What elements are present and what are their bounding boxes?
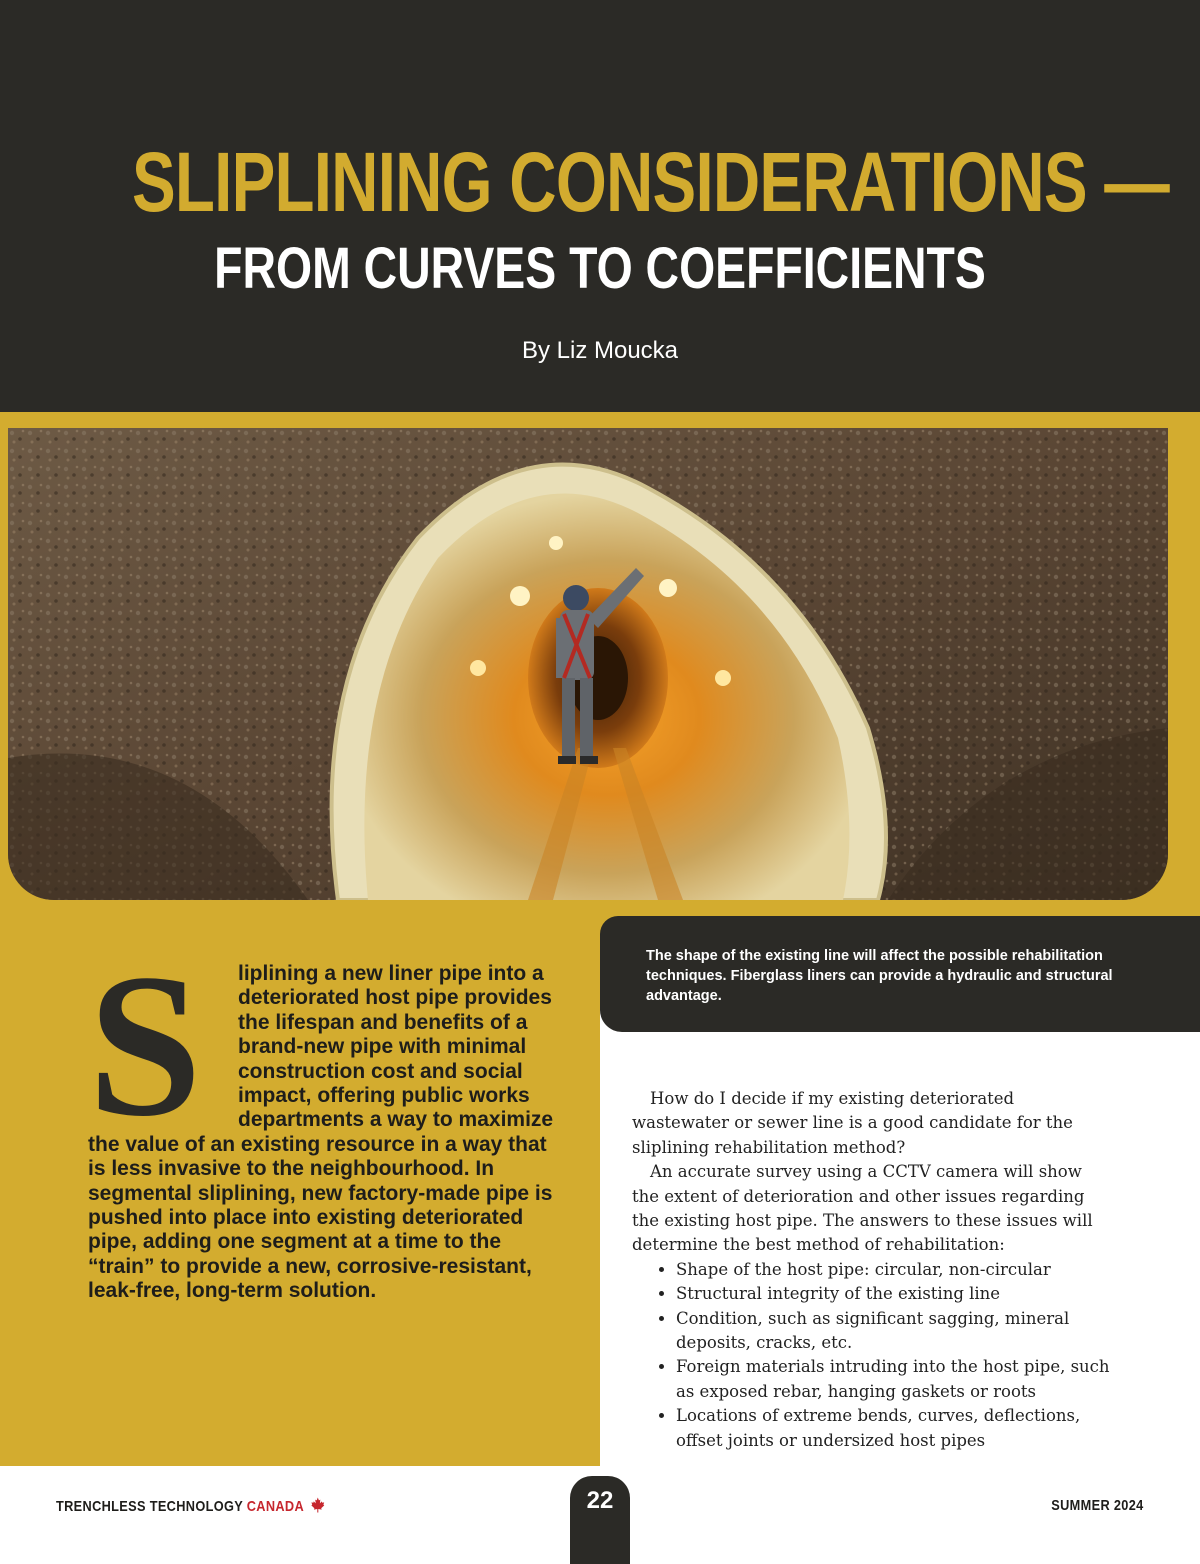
article-photo: [8, 428, 1168, 900]
article-title: SLIPLINING CONSIDERATIONS —: [132, 135, 1170, 229]
byline: By Liz Moucka: [521, 337, 679, 364]
drop-cap: S: [88, 932, 203, 1159]
list-item: • Shape of the host pipe: circular, non-circular: [676, 1258, 1110, 1282]
issue-label: SUMMER 2024: [1051, 1497, 1144, 1514]
list-item: • Structural integrity of the existing line: [676, 1282, 1110, 1306]
photo-caption: The shape of the existing line will affect the possible rehabilitation techniques. Fiberglass liners can provide a hydraulic and structural advantage.: [646, 948, 1113, 1004]
publication-name: [56, 1497, 324, 1515]
lead-text: liplining a new liner pipe into a deteriorated host pipe provides the lifespan and benefits of a brand-new pipe with minimal construction cost and social impact, offering public works departments a way to maximize the value of an existing resource in a way that is less invasive to the neighbourhood. In segmental sliplining, new factory-made pipe is pushed into place into existing deteriorated pipe, adding one segment at a time to the “train” to provide a new, corrosive-resistant, leak-free, long-term solution.: [88, 962, 554, 1303]
list-item: • Foreign materials intruding into the host pipe, such as exposed rebar, hanging gaskets or roots: [676, 1355, 1110, 1404]
body-paragraph-1: How do I decide if my existing deteriorated wastewater or sewer line is a good candidate for the sliplining rehabilitation method?: [632, 1089, 1073, 1157]
page-number: 22: [586, 1487, 614, 1514]
article-subtitle: FROM CURVES TO COEFFICIENTS: [214, 236, 986, 301]
page-number-tab: [570, 1476, 630, 1564]
list-item: • Condition, such as significant sagging, mineral deposits, cracks, etc.: [676, 1307, 1110, 1356]
considerations-list: [632, 1258, 1110, 1453]
publication-title: TRENCHLESS TECHNOLOGY: [56, 1498, 243, 1515]
body-paragraph-2: An accurate survey using a CCTV camera will show the extent of deterioration and other issues regarding the existing host pipe. The answers to these issues will determine the best method of rehabilitation:: [632, 1162, 1093, 1255]
photo-caption-box: [600, 916, 1200, 1032]
list-item: • Locations of extreme bends, curves, deflections, offset joints or undersized host pipes: [676, 1404, 1110, 1453]
publication-accent: CANADA: [246, 1498, 304, 1515]
maple-leaf-icon: [311, 1497, 325, 1513]
lead-paragraph: [88, 932, 558, 1304]
body-column: [632, 1087, 1110, 1453]
header-banner: [0, 0, 1200, 412]
